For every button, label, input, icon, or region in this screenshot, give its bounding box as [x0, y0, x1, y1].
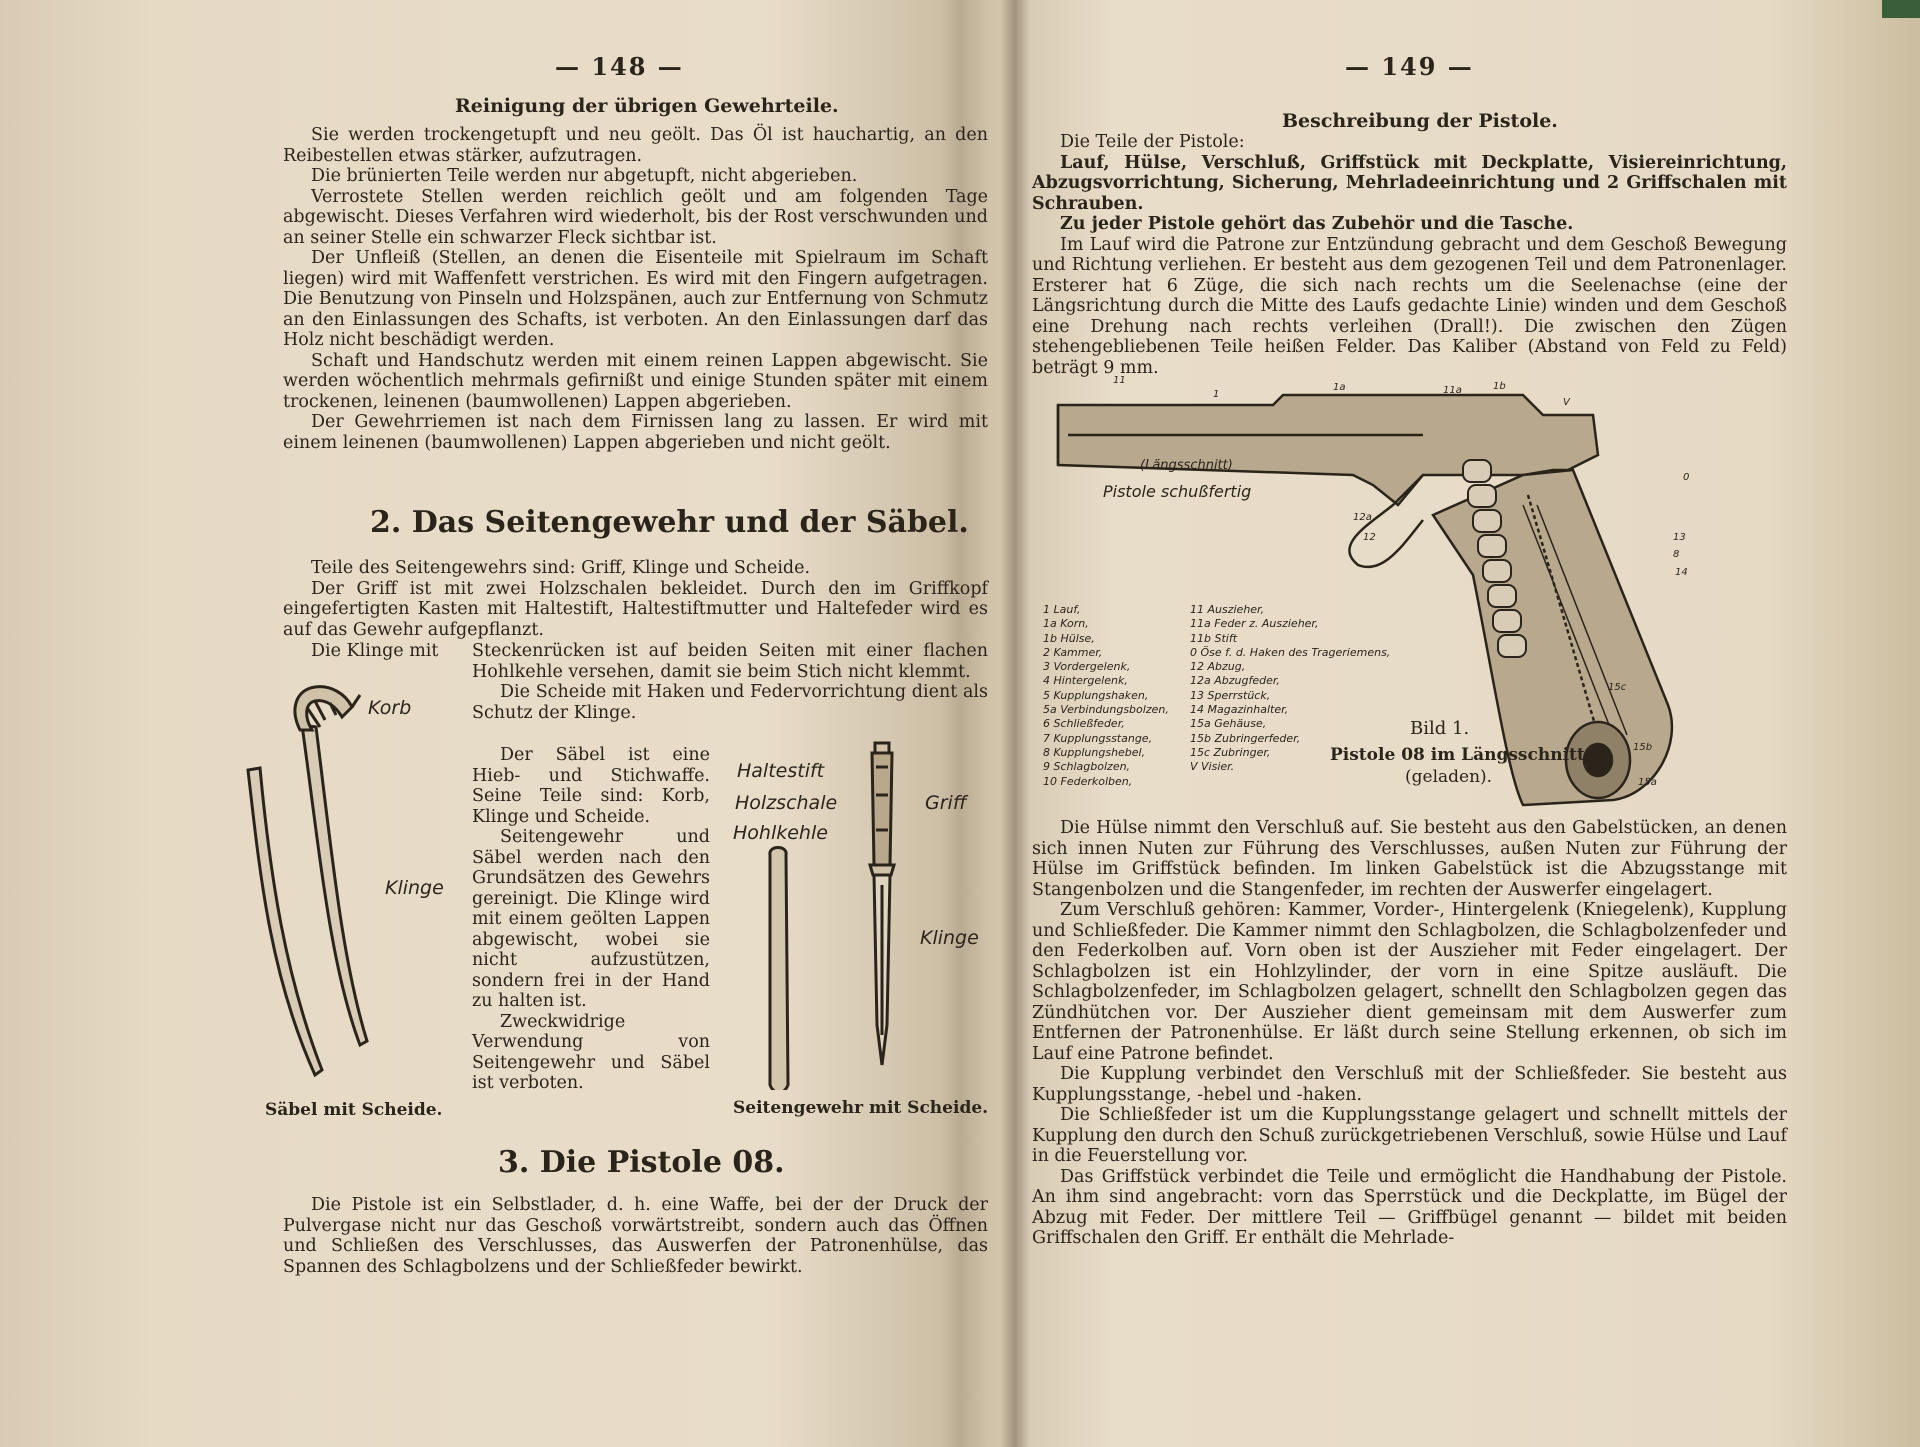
legend-item: 5 Kupplungshaken,	[1043, 688, 1149, 702]
legend-item: 4 Hintergelenk,	[1043, 674, 1128, 688]
callout-1: 1	[1213, 389, 1220, 400]
page-number-right: — 149 —	[1345, 52, 1474, 81]
bayonet-label-haltestift: Haltestift	[737, 760, 825, 782]
paragraph: Der Säbel ist eine Hieb- und Stichwaffe. Seine Teile sind: Korb, Klinge und Scheide.	[472, 745, 710, 827]
legend-item: 11a Feder z. Auszieher,	[1190, 617, 1319, 631]
legend-item: 15a Gehäuse,	[1190, 717, 1267, 731]
paragraph: Die Schließfeder ist um die Kupplungsstange gelagert und schnellt mittels der Kupplung den durch den Schuß zurückgetriebenen Verschluß, sowie Hülse und Lauf in die Feuerstellung vor.	[1032, 1105, 1787, 1166]
paragraph: Der Unfleiß (Stellen, an denen die Eisenteile mit Spielraum im Schaft liegen) wird mit Waffenfett verstrichen. Es wird mit den Fingern aufgetragen. Die Benutzung von Pinseln und Holzspänen, auch zur Entfernung von Schmutz an den Einlassungen des Schafts, ist verboten. An den Einlassungen darf das Holz nicht beschädigt werden.	[283, 248, 988, 350]
page-number-left: — 148 —	[555, 52, 684, 81]
bayonet-illustration	[760, 735, 920, 1090]
callout-8: 8	[1673, 549, 1680, 560]
sabre-column-text	[472, 745, 710, 1094]
legend-item: V Visier.	[1190, 760, 1235, 774]
section-3-text	[283, 1195, 988, 1277]
paragraph: Die Teile der Pistole:	[1060, 132, 1245, 152]
legend-item: 13 Sperrstück,	[1190, 688, 1271, 702]
legend-item: 1b Hülse,	[1043, 631, 1095, 645]
bayonet-label-klinge: Klinge	[920, 927, 979, 949]
klinge-line	[283, 641, 463, 662]
legend-item: 9 Schlagbolzen,	[1043, 760, 1131, 774]
section-2-title: 2. Das Seitengewehr und der Säbel.	[370, 505, 969, 540]
paragraph: Das Griffstück verbindet die Teile und ermöglicht die Handhabung der Pistole. An ihm sind angebracht: vorn das Sperrstück und die Deckplatte, im Bügel der Abzug mit Feder. Der mittlere Teil — Griffbügel genannt — bildet mit beiden Griffschalen den Griff. Er enthält die Mehrlade-	[1032, 1166, 1787, 1248]
paragraph: Zu jeder Pistole gehört das Zubehör und die Tasche.	[1060, 214, 1574, 234]
paragraph: Die Klinge mit	[311, 641, 439, 661]
legend-item: 1a Korn,	[1043, 617, 1089, 631]
paragraph: Lauf, Hülse, Verschluß, Griffstück mit Deckplatte, Visiereinrichtung, Abzugsvorrichtung, Sicherung, Mehrladeeinrichtung und 2 Griffschalen mit Schrauben.	[1032, 152, 1787, 214]
paragraph: Die Scheide mit Haken und Federvorrichtung dient als Schutz der Klinge.	[472, 682, 988, 723]
legend-item: 15b Zubringerfeder,	[1190, 731, 1301, 745]
callout-12: 12	[1363, 532, 1376, 543]
cleaning-text	[283, 125, 988, 453]
legend-item: 11 Auszieher,	[1190, 603, 1265, 616]
paragraph: Zweckwidrige Verwendung von Seitengewehr und Säbel ist verboten.	[472, 1011, 710, 1093]
legend-item: 1 Lauf,	[1043, 603, 1081, 616]
blade-text	[472, 641, 988, 723]
callout-14: 14	[1675, 567, 1688, 578]
paragraph: Schaft und Handschutz werden mit einem reinen Lappen abgewischt. Sie werden wöchentlich mehrmals gefirnißt und einige Stunden später mit einem trockenen, leinenen (baumwollenen) Lappen abgerieben.	[283, 350, 988, 412]
callout-V: V	[1563, 397, 1570, 408]
legend-item: 0 Öse f. d. Haken des Trageriemens,	[1190, 645, 1391, 659]
bayonet-label-hohlkehle: Hohlkehle	[733, 822, 828, 844]
sabre-label-klinge: Klinge	[385, 877, 444, 899]
bayonet-label-griff: Griff	[925, 792, 967, 814]
bayonet-caption: Seitengewehr mit Scheide.	[733, 1098, 989, 1118]
callout-1b: 1b	[1493, 381, 1506, 392]
legend-item: 6 Schließfeder,	[1043, 717, 1125, 731]
figure-legend-left	[1043, 603, 1169, 789]
callout-12a: 12a	[1353, 512, 1372, 523]
cleaning-heading: Reinigung der übrigen Gewehrteile.	[455, 95, 839, 117]
callout-15c: 15c	[1608, 682, 1627, 693]
paragraph: Teile des Seitengewehrs sind: Griff, Klinge und Scheide.	[311, 558, 811, 578]
paragraph: Steckenrücken ist auf beiden Seiten mit einer flachen Hohlkehle versehen, damit sie beim Stich nicht klemmt.	[472, 641, 988, 682]
section-2-intro	[283, 558, 988, 640]
callout-13: 13	[1673, 532, 1686, 543]
callout-1a: 1a	[1333, 382, 1346, 393]
figure-number: Bild 1.	[1410, 718, 1470, 739]
legend-item: 7 Kupplungsstange,	[1043, 731, 1153, 745]
legend-item: 8 Kupplungshebel,	[1043, 745, 1146, 759]
paragraph: Der Gewehrriemen ist nach dem Firnissen lang zu lassen. Er wird mit einem leinenen (baumwollenen) Lappen abgerieben und nicht geölt.	[283, 412, 988, 453]
callout-11: 11	[1113, 375, 1126, 386]
callout-15b: 15b	[1633, 742, 1653, 753]
figure-state-label: Pistole schußfertig	[1103, 482, 1252, 501]
callout-0: 0	[1683, 472, 1690, 483]
paragraph: Im Lauf wird die Patrone zur Entzündung gebracht und dem Geschoß Bewegung und Richtung verliehen. Er besteht aus dem gezogenen Teil und dem Patronenlager. Ersterer hat 6 Züge, die sich nach rechts um die Seelenachse (eine der Längsrichtung durch die Mitte des Laufs gedachte Linie) winden und dem Geschoß eine Drehung nach rechts verleihen (Drall!). Die zwischen den Zügen stehengebliebenen Teile heißen Felder. Das Kaliber (Abstand von Feld zu Feld) beträgt 9 mm.	[1032, 234, 1787, 378]
legend-item: 3 Vordergelenk,	[1043, 660, 1131, 674]
legend-item: 5a Verbindungsbolzen,	[1043, 703, 1169, 717]
legend-item: 10 Federkolben,	[1043, 774, 1133, 788]
paragraph: Die brünierten Teile werden nur abgetupft, nicht abgerieben.	[311, 166, 858, 186]
callout-15a: 15a	[1638, 777, 1657, 788]
legend-item: 2 Kammer,	[1043, 645, 1103, 659]
figure-section-label: (Längsschnitt)	[1140, 458, 1233, 473]
section-3-title: 3. Die Pistole 08.	[498, 1145, 785, 1180]
legend-item: 12 Abzug,	[1190, 660, 1246, 674]
paragraph: Die Hülse nimmt den Verschluß auf. Sie besteht aus den Gabelstücken, an denen sich innen Nuten zur Führung des Verschlusses, außen Nuten zur Führung der Hülse im Griffstück befinden. Im linken Gabelstück ist die Abzugsstange mit Stangenbolzen und die Stangenfeder, im rechten der Auswerfer eingelagert.	[1032, 818, 1787, 900]
figure-subtitle: (geladen).	[1405, 767, 1493, 787]
legend-item: 12a Abzugfeder,	[1190, 674, 1280, 688]
paragraph: Die Pistole ist ein Selbstlader, d. h. eine Waffe, bei der der Druck der Pulvergase nicht nur das Geschoß vorwärtstreibt, sondern auch das Öffnen und Schließen des Verschlusses, das Auswerfen der Patronenhülse, das Spannen des Schlagbolzens und der Schließfeder bewirkt.	[283, 1195, 988, 1277]
figure-title: Pistole 08 im Längsschnitt	[1330, 745, 1585, 765]
legend-item: 14 Magazinhalter,	[1190, 703, 1289, 717]
pistol-details-text	[1032, 818, 1787, 1249]
paragraph: Seitengewehr und Säbel werden nach den Grundsätzen des Gewehrs gereinigt. Die Klinge wird mit einem geölten Lappen abgewischt, wobei sie nicht aufzustützen, sondern frei in der Hand zu halten ist.	[472, 827, 710, 1011]
paragraph: Zum Verschluß gehören: Kammer, Vorder-, Hintergelenk (Kniegelenk), Kupplung und Schließfeder. Die Kammer nimmt den Schlagbolzen, die Schlagbolzenfeder und den Federkolben auf. Vorn oben ist der Auszieher mit Feder eingelagert. Der Schlagbolzen ist ein Hohlzylinder, der vorn in eine Spitze ausläuft. Die Schlagbolzenfeder, im Schlagbolzen gelagert, schnellt den Schlagbolzen gegen das Zündhütchen vor. Der Auszieher dient gemeinsam mit dem Auswerfer zum Entfernen der Patronenhülse. Er läßt durch seine Stellung erkennen, ob sich im Lauf eine Patrone befindet.	[1032, 900, 1787, 1064]
pistol-parts-text	[1032, 132, 1787, 378]
sabre-label-korb: Korb	[368, 697, 412, 719]
paragraph: Der Griff ist mit zwei Holzschalen bekleidet. Durch den im Griffkopf eingefertigten Kasten mit Haltestift, Haltestiftmutter und Haltefeder wird es auf das Gewehr aufgepflanzt.	[283, 578, 988, 640]
bayonet-label-holzschale: Holzschale	[735, 792, 838, 814]
sabre-caption: Säbel mit Scheide.	[265, 1100, 443, 1120]
paragraph: Die Kupplung verbindet den Verschluß mit der Schließfeder. Sie besteht aus Kupplungsstange, -hebel und -haken.	[1032, 1064, 1787, 1105]
legend-item: 15c Zubringer,	[1190, 745, 1271, 759]
paragraph: Sie werden trockengetupft und neu geölt. Das Öl ist hauchartig, an den Reibestellen etwas stärker, aufzutragen.	[283, 125, 988, 166]
callout-11a: 11a	[1443, 385, 1462, 396]
right-page	[1010, 0, 1920, 1447]
legend-item: 11b Stift	[1190, 631, 1238, 645]
paragraph: Verrostete Stellen werden reichlich geölt und am folgenden Tage abgewischt. Dieses Verfahren wird wiederholt, bis der Rost verschwunden und an seiner Stelle ein schwarzer Fleck sichtbar ist.	[283, 186, 988, 248]
pistol-description-heading: Beschreibung der Pistole.	[1282, 110, 1558, 132]
